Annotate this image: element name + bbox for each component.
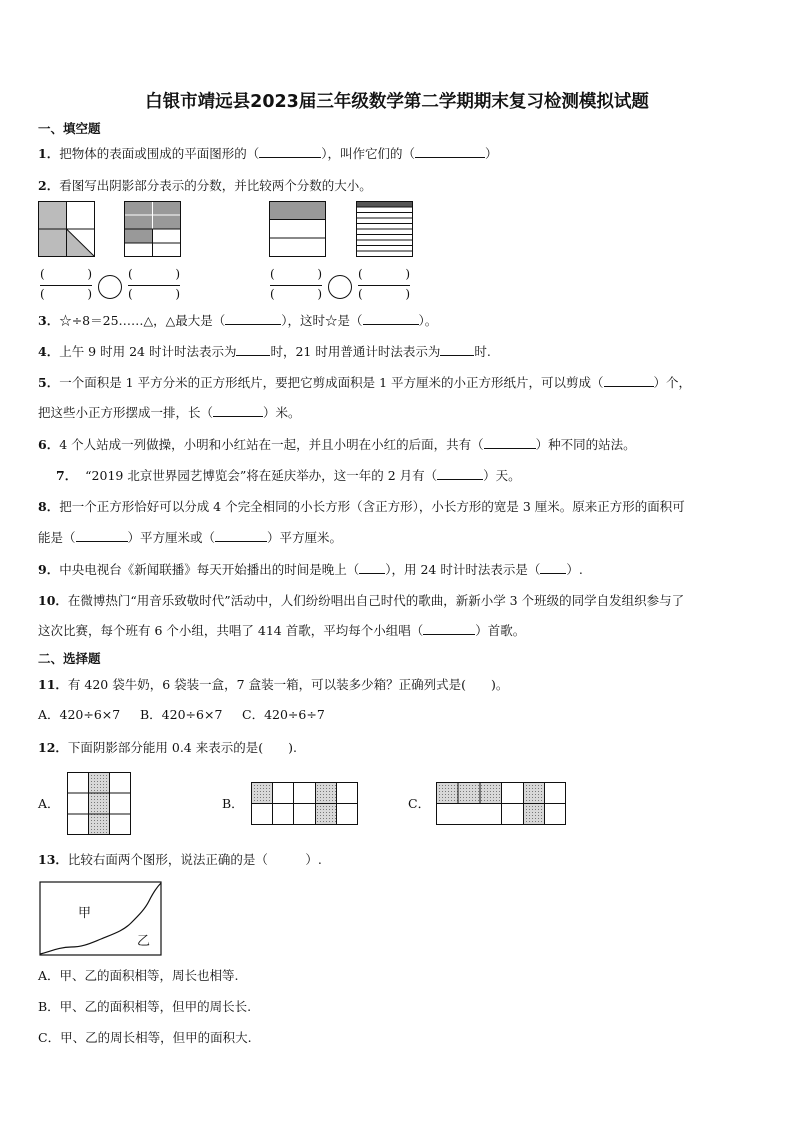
blank-1a[interactable] (259, 157, 321, 158)
label-jia: 甲 (78, 906, 92, 921)
question-2: 2．看图写出阴影部分表示的分数，并比较两个分数的大小。 (38, 178, 372, 193)
question-13: 13．比较右面两个图形，说法正确的是（ ）. (38, 852, 322, 867)
label-yi: 乙 (137, 934, 151, 949)
q2-figure-4 (356, 201, 414, 257)
q12-option-b-label[interactable]: B． (222, 796, 244, 811)
q2-figure-2 (124, 201, 182, 257)
q11-option-a[interactable]: A．420÷6×7 (38, 707, 121, 722)
question-10-line2: 这次比赛，每个班有 6 个小组，共唱了 414 首歌，平均每个小组唱（ ）首歌。 (38, 623, 526, 638)
compare-circle-2[interactable] (328, 275, 352, 299)
question-10: 10．在微博热门“用音乐致敬时代”活动中，人们纷纷唱出自己时代的歌曲，新新小学 3 个班级的同学自发组织参与了 (38, 593, 685, 608)
q12-option-a-label[interactable]: A． (38, 796, 60, 811)
question-3: 3．☆÷8＝25……△，△最大是（ ），这时☆是（ ）。 (38, 313, 438, 328)
page-title: 白银市靖远县2023届三年级数学第二学期期末复习检测模拟试题 (145, 92, 649, 112)
question-8-line2: 能是（ ）平方厘米或（ ）平方厘米。 (38, 530, 343, 545)
blank-5a[interactable] (604, 386, 654, 387)
blank-1b[interactable] (415, 157, 485, 158)
section-fill-blank: 一、填空题 (38, 121, 101, 136)
question-1: 1．把物体的表面或围成的平面图形的（ ），叫作它们的（ ） (38, 146, 498, 161)
blank-3b[interactable] (363, 324, 419, 325)
question-11: 11．有 420 袋牛奶，6 袋装一盒，7 盒装一箱，可以装多少箱？正确列式是( )。 (38, 677, 509, 692)
blank-9b[interactable] (540, 573, 566, 574)
question-8: 8．把一个正方形恰好可以分成 4 个完全相同的小长方形（含正方形），小长方形的宽是 3 厘米。原来正方形的面积可 (38, 499, 685, 514)
q12-grid-a[interactable] (67, 772, 131, 835)
question-9: 9．中央电视台《新闻联播》每天开始播出的时间是晚上（ ），用 24 时计时法表示是（ ）. (38, 562, 583, 577)
q13-option-a[interactable]: A．甲、乙的面积相等，周长也相等. (38, 968, 239, 983)
fraction-blank-4[interactable]: ( ) ( ) (358, 267, 410, 301)
fraction-blank-3[interactable]: ( ) ( ) (270, 267, 322, 301)
blank-10[interactable] (423, 634, 475, 635)
q13-option-b[interactable]: B．甲、乙的面积相等，但甲的周长长. (38, 999, 252, 1014)
q12-grid-c[interactable] (436, 782, 567, 826)
blank-9a[interactable] (359, 573, 385, 574)
question-4: 4．上午 9 时用 24 时计时法表示为 时，21 时用普通计时法表示为 时. (38, 344, 491, 359)
blank-3a[interactable] (225, 324, 281, 325)
blank-6[interactable] (484, 448, 536, 449)
compare-circle-1[interactable] (98, 275, 122, 299)
q12-option-c-label[interactable]: C． (408, 796, 431, 811)
question-5-line2: 把这些小正方形摆成一排，长（ ）米。 (38, 405, 301, 420)
question-6: 6．4 个人站成一列做操，小明和小红站在一起，并且小明在小红的后面，共有（ ）种不同的站法。 (38, 437, 636, 452)
question-12: 12．下面阴影部分能用 0.4 来表示的是( ). (38, 740, 297, 755)
question-5: 5．一个面积是 1 平方分米的正方形纸片，要把它剪成面积是 1 平方厘米的小正方形纸片，可以剪成（ ）个， (38, 375, 692, 390)
blank-4b[interactable] (440, 355, 474, 356)
q11-option-b[interactable]: B．420÷6×7 (140, 707, 223, 722)
blank-7[interactable] (437, 479, 483, 480)
q2-figure-3 (269, 201, 327, 257)
q11-option-c[interactable]: C．420÷6÷7 (242, 707, 325, 722)
blank-8a[interactable] (76, 541, 128, 542)
q12-grid-b[interactable] (251, 782, 359, 826)
q13-option-c[interactable]: C．甲、乙的周长相等，但甲的面积大. (38, 1030, 252, 1045)
blank-4a[interactable] (236, 355, 270, 356)
fraction-blank-2[interactable]: ( ) ( ) (128, 267, 180, 301)
fraction-blank-1[interactable]: ( ) ( ) (40, 267, 92, 301)
q2-figure-1 (38, 201, 96, 257)
blank-8b[interactable] (215, 541, 267, 542)
section-choice: 二、选择题 (38, 651, 101, 666)
blank-5b[interactable] (213, 416, 263, 417)
question-7: 7． “2019 北京世界园艺博览会”将在延庆举办，这一年的 2 月有（ ）天。 (56, 468, 521, 483)
